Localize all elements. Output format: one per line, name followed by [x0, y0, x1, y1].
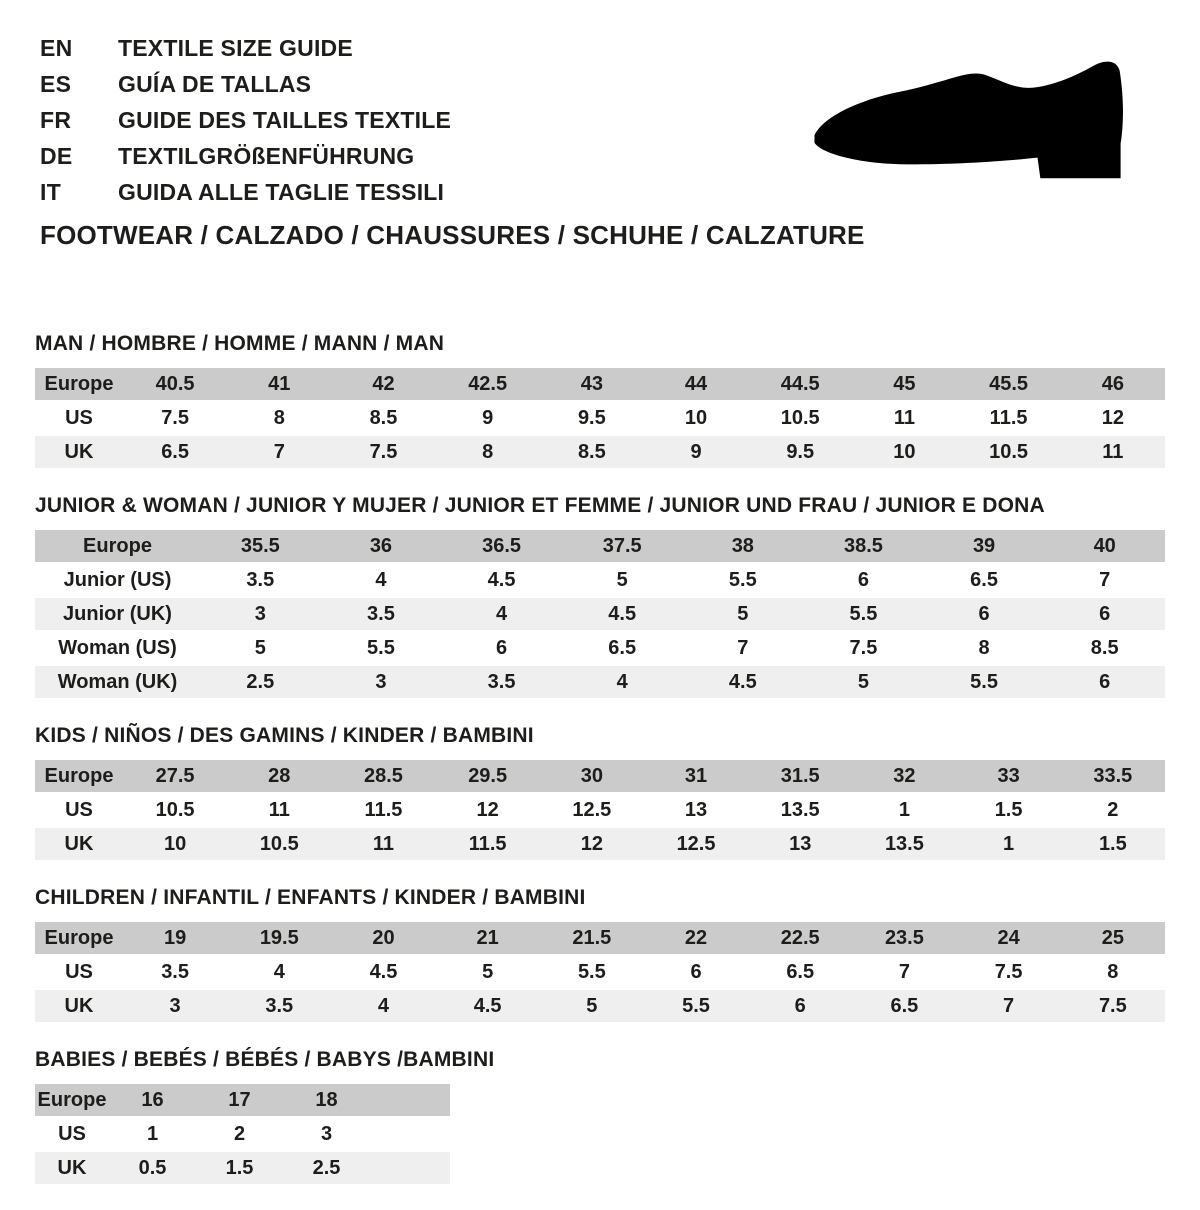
size-value-cell: 21.5	[540, 922, 644, 954]
size-table	[35, 1082, 450, 1186]
language-title: TEXTILE SIZE GUIDE	[118, 34, 353, 61]
size-value-cell: 5.5	[644, 990, 748, 1022]
size-value-cell: 43	[540, 368, 644, 400]
table-row	[35, 436, 1165, 468]
size-value-cell: 6.5	[852, 990, 956, 1022]
size-value-cell: 10.5	[748, 402, 852, 434]
table-row	[35, 402, 1165, 434]
size-value-cell: 39	[924, 530, 1045, 562]
size-value-cell: 11.5	[957, 402, 1061, 434]
size-value-cell: 30	[540, 760, 644, 792]
size-value-cell: 21	[436, 922, 540, 954]
size-value-cell: 8	[1061, 956, 1165, 988]
language-row	[40, 102, 451, 138]
language-code: IT	[40, 178, 62, 205]
size-value-cell: 42	[331, 368, 435, 400]
size-value-cell: 8	[227, 402, 331, 434]
size-value-cell: 40	[1044, 530, 1165, 562]
size-value-cell: 3	[321, 666, 442, 698]
size-value-cell: 7.5	[123, 402, 227, 434]
language-title: TEXTILGRÖßENFÜHRUNG	[118, 142, 415, 169]
section-title: BABIES / BEBÉS / BÉBÉS / BABYS /BAMBINI	[35, 1048, 495, 1071]
size-table	[35, 920, 1165, 1024]
filler-cell	[370, 1118, 450, 1150]
size-value-cell: 10	[852, 436, 956, 468]
language-code: FR	[40, 106, 72, 133]
size-value-cell: 1.5	[196, 1152, 283, 1184]
filler-cell	[370, 1084, 450, 1116]
size-value-cell: 5	[540, 990, 644, 1022]
size-value-cell: 12	[436, 794, 540, 826]
header	[40, 30, 451, 210]
size-value-cell: 6	[924, 598, 1045, 630]
size-value-cell: 5.5	[683, 564, 804, 596]
size-value-cell: 44.5	[748, 368, 852, 400]
size-value-cell: 11.5	[331, 794, 435, 826]
size-value-cell: 3.5	[321, 598, 442, 630]
size-value-cell: 7.5	[803, 632, 924, 664]
language-code: EN	[40, 34, 73, 61]
size-value-cell: 5	[683, 598, 804, 630]
size-value-cell: 20	[331, 922, 435, 954]
size-value-cell: 6	[1044, 598, 1165, 630]
dress-shoe-icon	[795, 55, 1155, 195]
size-value-cell: 6.5	[748, 956, 852, 988]
size-value-cell: 12	[1061, 402, 1165, 434]
size-value-cell: 17	[196, 1084, 283, 1116]
language-code: DE	[40, 142, 73, 169]
size-value-cell: 12.5	[644, 828, 748, 860]
size-value-cell: 11	[331, 828, 435, 860]
size-value-cell: 5.5	[924, 666, 1045, 698]
size-value-cell: 3.5	[227, 990, 331, 1022]
size-table	[35, 758, 1165, 862]
size-value-cell: 10	[644, 402, 748, 434]
row-label-cell: UK	[35, 436, 123, 468]
size-value-cell: 33	[957, 760, 1061, 792]
size-value-cell: 2.5	[200, 666, 321, 698]
size-value-cell: 5.5	[321, 632, 442, 664]
size-value-cell: 10.5	[227, 828, 331, 860]
size-value-cell: 6	[644, 956, 748, 988]
row-label-cell: UK	[35, 990, 123, 1022]
size-section-kids	[35, 724, 1165, 862]
size-section-babies	[35, 1048, 1165, 1186]
row-label-cell: Europe	[35, 368, 123, 400]
size-value-cell: 7	[227, 436, 331, 468]
size-value-cell: 8.5	[331, 402, 435, 434]
row-label-cell: US	[35, 794, 123, 826]
size-value-cell: 9	[436, 402, 540, 434]
size-value-cell: 13	[644, 794, 748, 826]
size-value-cell: 46	[1061, 368, 1165, 400]
size-value-cell: 37.5	[562, 530, 683, 562]
size-value-cell: 7.5	[957, 956, 1061, 988]
language-row	[40, 138, 451, 174]
size-value-cell: 4.5	[441, 564, 562, 596]
size-value-cell: 13	[748, 828, 852, 860]
size-table	[35, 366, 1165, 470]
row-label-cell: Europe	[35, 922, 123, 954]
size-value-cell: 3	[283, 1118, 370, 1150]
size-value-cell: 45	[852, 368, 956, 400]
size-value-cell: 22	[644, 922, 748, 954]
size-value-cell: 5.5	[803, 598, 924, 630]
table-row	[35, 956, 1165, 988]
section-title: KIDS / NIÑOS / DES GAMINS / KINDER / BAMBINI	[35, 724, 534, 747]
table-row	[35, 1084, 450, 1116]
row-label-cell: US	[35, 402, 123, 434]
size-value-cell: 4	[331, 990, 435, 1022]
size-value-cell: 10.5	[123, 794, 227, 826]
row-label-cell: UK	[35, 828, 123, 860]
size-value-cell: 1.5	[1061, 828, 1165, 860]
size-section-man	[35, 332, 1165, 470]
size-value-cell: 4.5	[436, 990, 540, 1022]
row-label-cell: Woman (UK)	[35, 666, 200, 698]
size-value-cell: 4.5	[562, 598, 683, 630]
size-value-cell: 9	[644, 436, 748, 468]
size-value-cell: 6	[441, 632, 562, 664]
size-value-cell: 4	[562, 666, 683, 698]
size-value-cell: 16	[109, 1084, 196, 1116]
table-row	[35, 1118, 450, 1150]
size-value-cell: 11.5	[436, 828, 540, 860]
row-label-cell: UK	[35, 1152, 109, 1184]
row-label-cell: Europe	[35, 530, 200, 562]
row-label-cell: Junior (UK)	[35, 598, 200, 630]
size-value-cell: 6.5	[924, 564, 1045, 596]
size-value-cell: 11	[227, 794, 331, 826]
size-value-cell: 12	[540, 828, 644, 860]
size-value-cell: 6	[803, 564, 924, 596]
size-value-cell: 8.5	[540, 436, 644, 468]
size-value-cell: 25	[1061, 922, 1165, 954]
size-value-cell: 0.5	[109, 1152, 196, 1184]
size-value-cell: 7.5	[331, 436, 435, 468]
language-title: GUIDE DES TAILLES TEXTILE	[118, 106, 451, 133]
table-row	[35, 990, 1165, 1022]
row-label-cell: US	[35, 956, 123, 988]
row-label-cell: Europe	[35, 760, 123, 792]
table-row	[35, 794, 1165, 826]
row-label-cell: Europe	[35, 1084, 109, 1116]
size-section-children	[35, 886, 1165, 1024]
section-title: MAN / HOMBRE / HOMME / MANN / MAN	[35, 332, 445, 355]
size-value-cell: 1.5	[957, 794, 1061, 826]
table-row	[35, 666, 1165, 698]
size-value-cell: 6	[1044, 666, 1165, 698]
size-value-cell: 18	[283, 1084, 370, 1116]
tables-root	[35, 332, 1165, 1210]
filler-cell	[370, 1152, 450, 1184]
size-value-cell: 44	[644, 368, 748, 400]
table-row	[35, 828, 1165, 860]
size-value-cell: 13.5	[748, 794, 852, 826]
size-value-cell: 1	[852, 794, 956, 826]
size-value-cell: 41	[227, 368, 331, 400]
language-title: GUIDA ALLE TAGLIE TESSILI	[118, 178, 445, 205]
table-row	[35, 922, 1165, 954]
size-value-cell: 2.5	[283, 1152, 370, 1184]
size-value-cell: 12.5	[540, 794, 644, 826]
size-value-cell: 32	[852, 760, 956, 792]
size-value-cell: 13.5	[852, 828, 956, 860]
table-row	[35, 564, 1165, 596]
size-value-cell: 36.5	[441, 530, 562, 562]
size-value-cell: 4	[321, 564, 442, 596]
size-value-cell: 23.5	[852, 922, 956, 954]
language-row	[40, 174, 451, 210]
size-value-cell: 42.5	[436, 368, 540, 400]
size-value-cell: 1	[957, 828, 1061, 860]
size-value-cell: 3.5	[200, 564, 321, 596]
size-value-cell: 7	[683, 632, 804, 664]
size-value-cell: 5	[436, 956, 540, 988]
language-row	[40, 30, 451, 66]
row-label-cell: US	[35, 1118, 109, 1150]
size-value-cell: 19.5	[227, 922, 331, 954]
size-value-cell: 5	[803, 666, 924, 698]
size-value-cell: 8	[924, 632, 1045, 664]
size-value-cell: 3	[123, 990, 227, 1022]
size-value-cell: 31.5	[748, 760, 852, 792]
language-list	[40, 30, 451, 210]
size-value-cell: 1	[109, 1118, 196, 1150]
size-value-cell: 7.5	[1061, 990, 1165, 1022]
table-row	[35, 760, 1165, 792]
size-value-cell: 33.5	[1061, 760, 1165, 792]
section-title: CHILDREN / INFANTIL / ENFANTS / KINDER / BAMBINI	[35, 886, 586, 909]
table-row	[35, 368, 1165, 400]
category-line: FOOTWEAR / CALZADO / CHAUSSURES / SCHUHE / CALZATURE	[40, 220, 865, 250]
language-title: GUÍA DE TALLAS	[118, 70, 312, 97]
size-value-cell: 5	[562, 564, 683, 596]
size-value-cell: 10.5	[957, 436, 1061, 468]
table-row	[35, 598, 1165, 630]
size-value-cell: 45.5	[957, 368, 1061, 400]
size-value-cell: 29.5	[436, 760, 540, 792]
size-value-cell: 11	[852, 402, 956, 434]
size-value-cell: 22.5	[748, 922, 852, 954]
size-value-cell: 28	[227, 760, 331, 792]
size-value-cell: 8	[436, 436, 540, 468]
row-label-cell: Woman (US)	[35, 632, 200, 664]
size-value-cell: 36	[321, 530, 442, 562]
row-label-cell: Junior (US)	[35, 564, 200, 596]
size-value-cell: 7	[852, 956, 956, 988]
size-value-cell: 5.5	[540, 956, 644, 988]
size-value-cell: 6.5	[562, 632, 683, 664]
section-title: JUNIOR & WOMAN / JUNIOR Y MUJER / JUNIOR ET FEMME / JUNIOR UND FRAU / JUNIOR E DONA	[35, 494, 1045, 517]
table-row	[35, 1152, 450, 1184]
size-value-cell: 3	[200, 598, 321, 630]
size-value-cell: 4.5	[683, 666, 804, 698]
size-value-cell: 19	[123, 922, 227, 954]
size-value-cell: 5	[200, 632, 321, 664]
language-code: ES	[40, 70, 72, 97]
size-value-cell: 7	[1044, 564, 1165, 596]
size-value-cell: 3.5	[441, 666, 562, 698]
size-value-cell: 10	[123, 828, 227, 860]
size-value-cell: 9.5	[748, 436, 852, 468]
size-value-cell: 3.5	[123, 956, 227, 988]
size-value-cell: 9.5	[540, 402, 644, 434]
size-value-cell: 35.5	[200, 530, 321, 562]
size-value-cell: 2	[1061, 794, 1165, 826]
size-table	[35, 528, 1165, 700]
table-row	[35, 530, 1165, 562]
size-value-cell: 4	[441, 598, 562, 630]
size-value-cell: 6	[748, 990, 852, 1022]
size-value-cell: 8.5	[1044, 632, 1165, 664]
size-value-cell: 31	[644, 760, 748, 792]
size-section-junior-woman	[35, 494, 1165, 700]
size-value-cell: 4.5	[331, 956, 435, 988]
language-row	[40, 66, 451, 102]
size-value-cell: 2	[196, 1118, 283, 1150]
size-value-cell: 6.5	[123, 436, 227, 468]
size-value-cell: 28.5	[331, 760, 435, 792]
size-value-cell: 11	[1061, 436, 1165, 468]
size-value-cell: 24	[957, 922, 1061, 954]
size-value-cell: 40.5	[123, 368, 227, 400]
size-value-cell: 27.5	[123, 760, 227, 792]
size-value-cell: 4	[227, 956, 331, 988]
size-value-cell: 7	[957, 990, 1061, 1022]
table-row	[35, 632, 1165, 664]
size-value-cell: 38.5	[803, 530, 924, 562]
size-value-cell: 38	[683, 530, 804, 562]
